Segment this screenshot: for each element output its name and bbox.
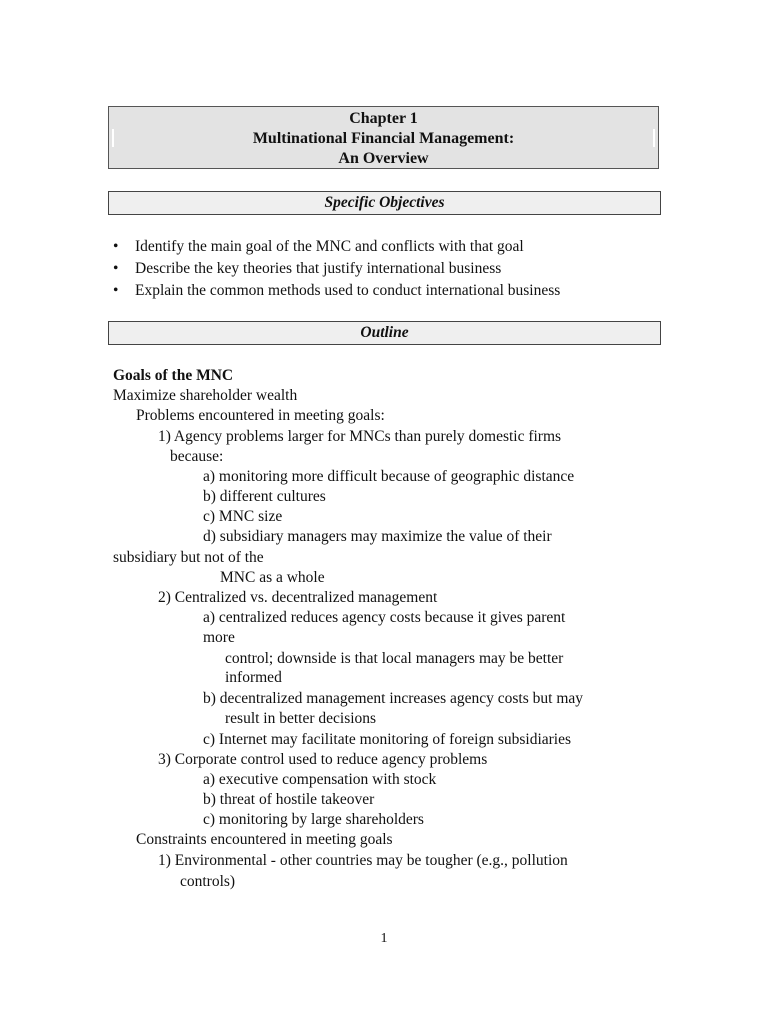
objectives-heading: Specific Objectives [108, 191, 661, 215]
outline-line: because: [170, 448, 224, 465]
outline-heading: Outline [108, 321, 661, 345]
bullet-icon: • [113, 238, 119, 255]
outline-line: c) Internet may facilitate monitoring of foreign subsidiaries [203, 731, 572, 748]
outline-heading-goals: Goals of the MNC [113, 367, 234, 384]
outline-line: MNC as a whole [220, 569, 325, 586]
outline-line: controls) [180, 873, 236, 890]
objective-item: • Explain the common methods used to conduct international business [113, 280, 560, 302]
bullet-icon: • [113, 282, 119, 299]
chapter-title: Multinational Financial Management: [252, 130, 515, 147]
outline-line: Problems encountered in meeting goals: [136, 407, 385, 424]
outline-line: Constraints encountered in meeting goals [136, 831, 393, 848]
outline-line: b) different cultures [203, 488, 326, 505]
outline-line: d) subsidiary managers may maximize the value of their [203, 528, 552, 545]
outline-line: 1) Environmental - other countries may be tougher (e.g., pollution [158, 852, 568, 869]
outline-line: informed [225, 669, 282, 686]
objective-item: • Describe the key theories that justify international business [113, 258, 560, 280]
outline-line: result in better decisions [225, 710, 377, 727]
outline-line: c) MNC size [203, 508, 283, 525]
outline-line: subsidiary but not of the [113, 549, 264, 566]
objective-item: • Identify the main goal of the MNC and conflicts with that goal [113, 236, 560, 258]
page-number: 1 [380, 931, 388, 946]
bullet-icon: • [113, 260, 119, 277]
outline-line: a) centralized reduces agency costs because it gives parent [203, 609, 566, 626]
chapter-subtitle: An Overview [338, 150, 429, 167]
chapter-number: Chapter 1 [349, 110, 418, 127]
outline-line: b) threat of hostile takeover [203, 791, 375, 808]
outline-line: b) decentralized management increases agency costs but may [203, 690, 584, 707]
outline-line: Maximize shareholder wealth [113, 387, 298, 404]
outline-line: 1) Agency problems larger for MNCs than purely domestic firms [158, 428, 562, 445]
title-box-right-mark [653, 129, 655, 147]
outline-line: a) monitoring more difficult because of geographic distance [203, 468, 575, 485]
outline-line: a) executive compensation with stock [203, 771, 437, 788]
title-box-left-mark [112, 129, 114, 147]
outline-line: 3) Corporate control used to reduce agency problems [158, 751, 488, 768]
outline-line: 2) Centralized vs. decentralized management [158, 589, 438, 606]
outline-line: c) monitoring by large shareholders [203, 811, 424, 828]
outline-line: more [203, 629, 235, 646]
outline-line: control; downside is that local managers may be better [225, 650, 564, 667]
objectives-list [113, 236, 560, 302]
chapter-title-box [108, 106, 659, 169]
